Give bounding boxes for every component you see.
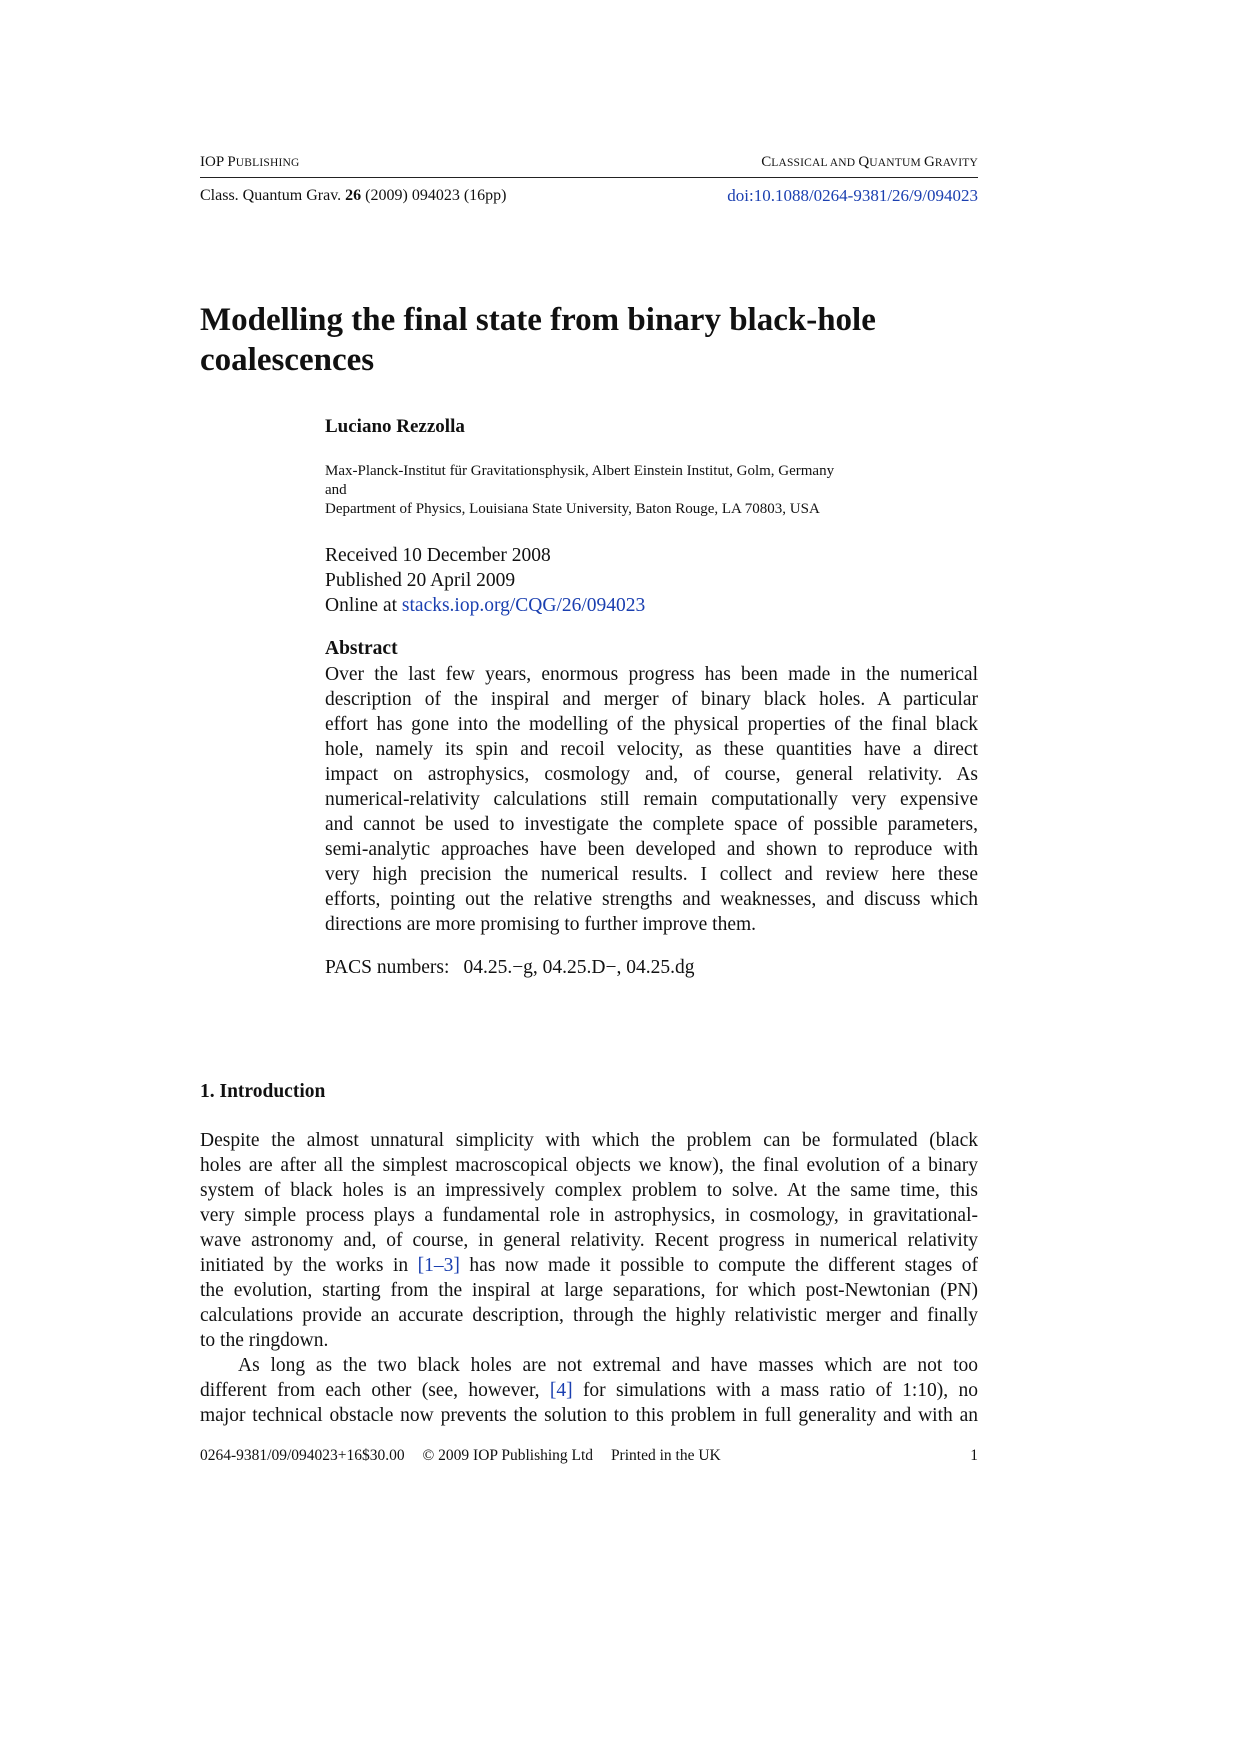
abstract-body	[325, 662, 978, 937]
intro-line: the evolution, starting from the inspiral at large separations, for which post-Newtonian (PN)	[200, 1280, 978, 1301]
section-heading-introduction: 1. Introduction	[200, 1081, 326, 1102]
title-line-1: Modelling the final state from binary black-hole	[200, 302, 876, 338]
citation-journal: Class. Quantum Grav.	[200, 187, 342, 204]
intro-line	[200, 1253, 978, 1278]
online-at	[325, 593, 645, 618]
publisher-initial: P	[227, 154, 236, 170]
abstract-line: semi-analytic approaches have been developed and shown to reproduce with	[325, 839, 978, 860]
publication-dates	[325, 543, 645, 618]
intro-line	[200, 1378, 978, 1403]
journal-initial-1: C	[761, 154, 772, 170]
citation-link[interactable]: [1–3]	[417, 1255, 460, 1276]
abstract-line: very high precision the numerical results. I collect and review here these	[325, 864, 978, 885]
abstract-line: Over the last few years, enormous progress has been made in the numerical	[325, 664, 978, 685]
abstract-line: description of the inspiral and merger of binary black holes. A particular	[325, 689, 978, 710]
affiliation-2: Department of Physics, Louisiana State University, Baton Rouge, LA 70803, USA	[325, 501, 820, 517]
abstract-line: directions are more promising to further improve them.	[325, 914, 757, 935]
intro-text: for simulations with a mass ratio of 1:10), no	[572, 1380, 978, 1401]
received-date: Received 10 December 2008	[325, 545, 551, 566]
affiliation-1: Max-Planck-Institut für Gravitationsphysik, Albert Einstein Institut, Golm, Germany	[325, 463, 835, 479]
citation-link[interactable]: [4]	[549, 1380, 573, 1401]
intro-line: to the ringdown.	[200, 1330, 329, 1351]
intro-text: initiated by the works in	[200, 1255, 418, 1276]
intro-line: Despite the almost unnatural simplicity with which the problem can be formulated (black	[200, 1130, 978, 1151]
header-rule	[200, 177, 978, 178]
intro-line: very simple process plays a fundamental role in astrophysics, in cosmology, in gravitational-	[200, 1205, 978, 1226]
publisher-name	[200, 154, 300, 171]
abstract-line: and cannot be used to investigate the complete space of possible parameters,	[325, 814, 978, 835]
intro-text: has now made it possible to compute the different stages of	[459, 1255, 978, 1276]
footer-info	[200, 1447, 735, 1465]
published-date: Published 20 April 2009	[325, 570, 516, 591]
abstract-line: impact on astrophysics, cosmology and, of course, general relativity. As	[325, 764, 978, 785]
title-line-2: coalescences	[200, 342, 375, 378]
abstract-line: efforts, pointing out the relative strengths and weaknesses, and discuss which	[325, 889, 978, 910]
abstract-line: effort has gone into the modelling of the physical properties of the final black	[325, 714, 978, 735]
affiliation-and: and	[325, 482, 347, 498]
page-number: 1	[970, 1447, 978, 1464]
pacs-values: 04.25.−g, 04.25.D−, 04.25.dg	[463, 957, 695, 978]
intro-line: wave astronomy and, of course, in general relativity. Recent progress in numerical relativity	[200, 1230, 978, 1251]
pacs-numbers	[325, 957, 695, 979]
publisher-rest: UBLISHING	[235, 157, 300, 169]
citation	[200, 187, 506, 205]
paper-title	[200, 300, 960, 380]
footer-code: 0264-9381/09/094023+16$30.00	[200, 1447, 405, 1464]
intro-line: system of black holes is an impressively complex problem to solve. At the same time, this	[200, 1180, 978, 1201]
journal-rest-3: RAVITY	[934, 157, 978, 169]
online-link[interactable]: stacks.iop.org/CQG/26/094023	[401, 595, 646, 616]
online-prefix: Online at	[325, 595, 402, 616]
abstract-line: numerical-relativity calculations still remain computationally very expensive	[325, 789, 978, 810]
intro-text: different from each other (see, however,	[200, 1380, 550, 1401]
journal-name	[761, 154, 978, 171]
journal-rest-1: LASSICAL AND	[771, 157, 859, 169]
abstract-heading: Abstract	[325, 638, 398, 659]
author-name: Luciano Rezzolla	[325, 416, 465, 437]
intro-line: calculations provide an accurate description, through the highly relativistic merger and finally	[200, 1305, 978, 1326]
publisher-first: IOP	[200, 154, 224, 170]
intro-line: As long as the two black holes are not extremal and have masses which are not too	[238, 1355, 978, 1376]
citation-details: (2009) 094023 (16pp)	[365, 187, 507, 204]
pacs-label: PACS numbers:	[325, 957, 450, 978]
introduction-body	[200, 1128, 978, 1428]
journal-rest-2: UANTUM	[869, 157, 924, 169]
footer-copyright: © 2009 IOP Publishing Ltd	[422, 1447, 594, 1464]
intro-line: major technical obstacle now prevents the solution to this problem in full generality and with an	[200, 1405, 978, 1426]
abstract-line: hole, namely its spin and recoil velocity, as these quantities have a direct	[325, 739, 978, 760]
footer-printed: Printed in the UK	[610, 1447, 721, 1464]
citation-volume: 26	[345, 187, 362, 204]
journal-initial-3: G	[923, 154, 935, 170]
affiliations	[325, 462, 834, 519]
intro-line: holes are after all the simplest macroscopical objects we know), the final evolution of a binary	[200, 1155, 978, 1176]
journal-initial-2: Q	[858, 154, 870, 170]
doi-link[interactable]: doi:10.1088/0264-9381/26/9/094023	[727, 186, 978, 205]
